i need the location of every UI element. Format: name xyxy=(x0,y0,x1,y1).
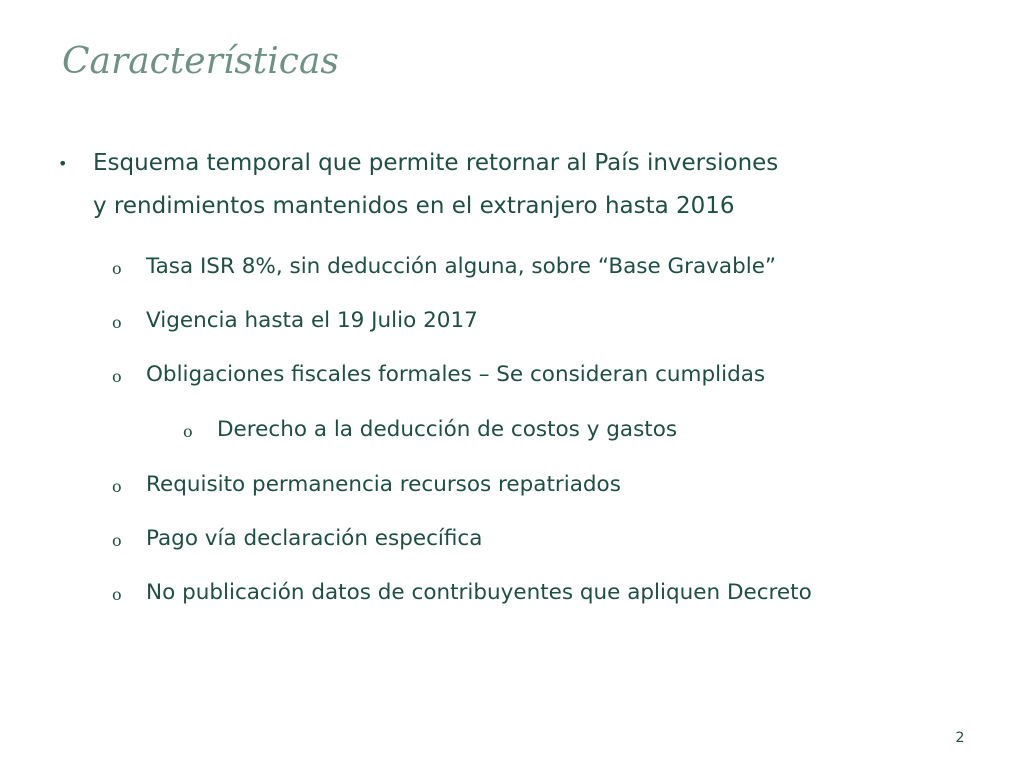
circle-bullet-icon: o xyxy=(112,477,122,496)
bullet-dot-icon: • xyxy=(58,154,68,173)
circle-bullet-icon: o xyxy=(112,367,122,386)
circle-bullet-icon: o xyxy=(112,313,122,332)
slide-title: Características xyxy=(62,41,339,82)
sub-bullet-text: Vigencia hasta el 19 Julio 2017 xyxy=(146,308,478,333)
sub-bullet-text: Tasa ISR 8%, sin deducción alguna, sobre “Base Gravable” xyxy=(146,254,777,279)
sub-bullet-text: Requisito permanencia recursos repatriados xyxy=(146,472,621,497)
sub-bullet-text: No publicación datos de contribuyentes que apliquen Decreto xyxy=(146,580,812,605)
sub-bullet-text: Pago vía declaración específica xyxy=(146,526,483,551)
sub-bullet-text: Derecho a la deducción de costos y gastos xyxy=(217,417,678,442)
circle-bullet-icon: o xyxy=(112,259,122,278)
main-bullet-line-1: Esquema temporal que permite retornar al País inversiones xyxy=(93,150,779,176)
circle-bullet-icon: o xyxy=(112,585,122,604)
main-bullet-line-2: y rendimientos mantenidos en el extranjero hasta 2016 xyxy=(93,193,735,219)
circle-bullet-icon: o xyxy=(112,531,122,550)
sub-bullet-text: Obligaciones fiscales formales – Se consideran cumplidas xyxy=(146,362,766,387)
page-number: 2 xyxy=(955,730,965,746)
circle-bullet-icon: o xyxy=(183,422,193,441)
